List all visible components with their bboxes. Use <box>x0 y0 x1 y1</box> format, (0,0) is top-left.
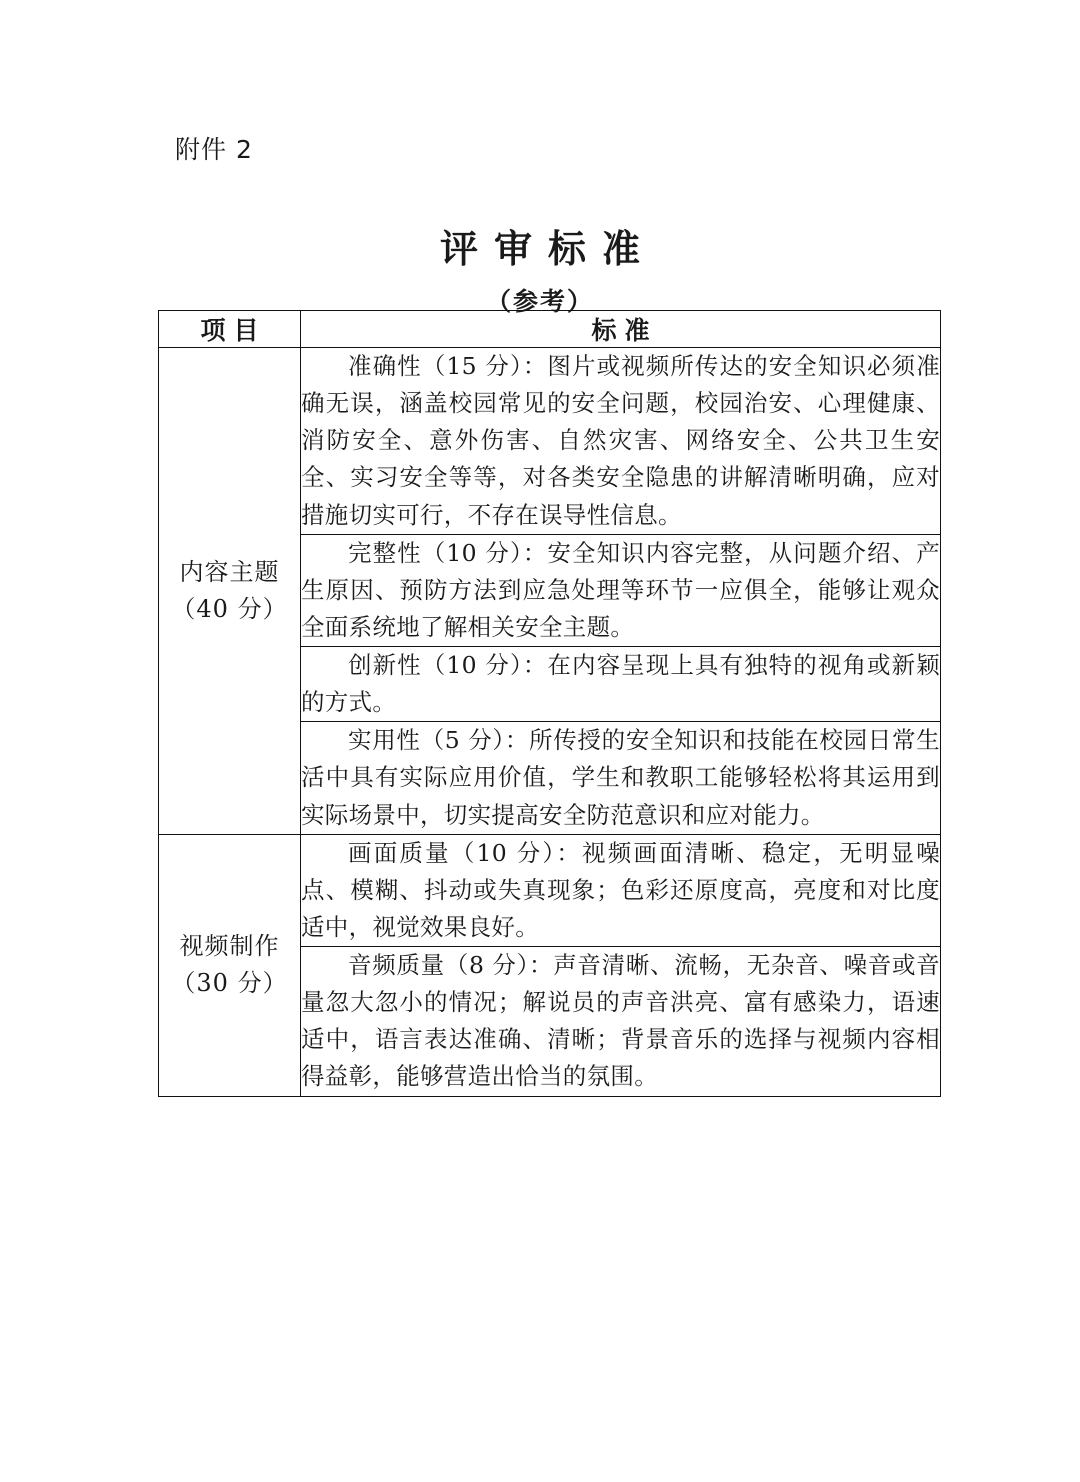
category-cell-video-production <box>159 834 301 1096</box>
criterion-cell: 完整性（10 分）：安全知识内容完整，从问题介绍、产生原因、预防方法到应急处理等环节一应俱全，能够让观众全面系统地了解相关安全主题。 <box>301 534 941 646</box>
criterion-cell: 画面质量（10 分）：视频画面清晰、稳定，无明显噪点、模糊、抖动或失真现象；色彩还原度高，亮度和对比度适中，视觉效果良好。 <box>301 834 941 946</box>
category-name: 视频制作 <box>179 931 280 960</box>
attachment-label: 附件 2 <box>175 135 253 164</box>
criterion-cell: 实用性（5 分）：所传授的安全知识和技能在校园日常生活中具有实际应用价值，学生和教职工能够轻松将其运用到实际场景中，切实提高安全防范意识和应对能力。 <box>301 722 941 834</box>
criterion-cell: 准确性（15 分）：图片或视频所传达的安全知识必须准确无误，涵盖校园常见的安全问题，校园治安、心理健康、消防安全、意外伤害、自然灾害、网络安全、公共卫生安全、实习安全等等，对各类安全隐患的讲解清晰明确，应对措施切实可行，不存在误导性信息。 <box>301 348 941 535</box>
page-title: 评审标准 <box>439 226 656 271</box>
table-row <box>159 348 941 535</box>
category-cell-content-theme <box>159 348 301 835</box>
category-score: （30 分） <box>171 969 288 998</box>
category-name: 内容主题 <box>179 557 280 586</box>
table-row <box>159 834 941 946</box>
column-header-item: 项目 <box>159 311 301 348</box>
criteria-table <box>158 310 941 1097</box>
table-header-row <box>159 311 941 348</box>
criterion-cell: 创新性（10 分）：在内容呈现上具有独特的视角或新颖的方式。 <box>301 647 941 722</box>
page-subtitle: （参考） <box>485 287 594 316</box>
column-header-standard: 标准 <box>301 311 941 348</box>
criterion-cell: 音频质量（8 分）：声音清晰、流畅，无杂音、噪音或音量忽大忽小的情况；解说员的声音洪亮、富有感染力，语速适中，语言表达准确、清晰；背景音乐的选择与视频内容相得益彰，能够营造出恰当的氛围。 <box>301 947 941 1097</box>
category-score: （40 分） <box>171 594 288 623</box>
